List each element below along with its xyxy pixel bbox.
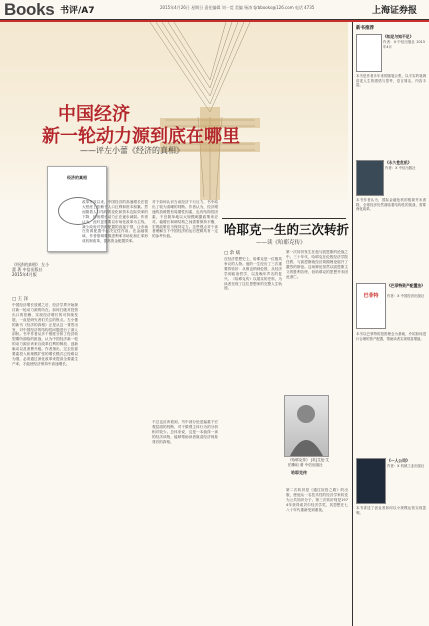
book-cover-title: 经济的真相	[67, 175, 87, 180]
sidebar-header: 新书推荐	[356, 26, 374, 31]
second-article-col2: 第一次转折发生在他与凯恩斯的论战之中。三十年代，哈耶克在伦敦经济学院任教，与凯恩斯就经济周期理论展开了激烈的辩论。这场辩论虽然以凯恩斯主义的胜利告终，但哈耶克的思想并未因此消亡。	[286, 250, 348, 279]
sidebar-book3-title: 《巴菲特资产配置法》	[387, 283, 425, 288]
main-article-col2: 改革开放以来，中国经济的高速增长在很大程度上依赖于人口红利和资本积累。然而随着人口结构的变化和资本边际效率的下降，传统增长动力正在逐步减弱。作者认为，此时更需要以市场化改革为主线，减少政府对资源配置的直接干预，让市场在资源配置中起决定性作用。在金融领域，作者强调要推进利率市场化和汇率形成机制改革，提高资金配置效率。	[82, 200, 148, 244]
portrait-caption: 《哈耶克传》 [英]艾伦·艾伯斯坦 著 中信出版社	[288, 458, 330, 467]
second-article-rule	[222, 218, 346, 219]
second-article-subtitle: ——读《哈耶克传》	[256, 240, 306, 246]
sidebar-book1-cover	[356, 34, 382, 72]
sidebar-book3-text: 本书以巴菲特的投资理念为基础，介绍如何进行合理的资产配置，帮助读者实现财富增值。	[356, 332, 426, 341]
hayek-portrait-image	[284, 395, 329, 457]
sidebar-book4-info: 作者：X 机械工业出版社	[387, 464, 425, 468]
sidebar-book1-info: 作者：X 中信出版社 2015年4月	[383, 40, 425, 49]
second-byline: □ 余 斌	[224, 251, 241, 256]
portrait-label: 哈耶克传	[291, 470, 307, 475]
book-cover-caption: 《经济的真相》 左小蕾 著 中信出版社 2015年4月版	[12, 262, 50, 277]
sidebar-book3-cover: 巴菲特	[356, 283, 386, 329]
sidebar-book1-title: 《知足与知不足》	[383, 34, 414, 39]
sidebar-book2-text: 本书作者认为，国际金融危机的根源并未消除，全球经济仍然面临着结构性的挑战，需要深化改革。	[356, 198, 426, 212]
sidebar-book2-info: 作者：X 中信出版社	[385, 166, 416, 170]
sidebar-book2-cover	[356, 160, 384, 196]
second-article-title: 哈耶克一生的三次转折	[224, 223, 350, 237]
headline-line2: 新一轮动力源到底在哪里	[42, 126, 240, 146]
header-info: 2015年4月26日 星期日 责任编辑 刘一莞 美编 杨涛 tjrbbooks@126.com 电话 4735	[160, 5, 315, 10]
headline-subtitle: ——评左小蕾《经济的真相》	[80, 146, 184, 155]
sidebar-book4-text: 本书讲述了创业者如何以小规模运营实现盈利。	[356, 506, 426, 515]
sidebar-book2-title: 《永久性危机》	[385, 160, 412, 165]
second-article-col1: 在经济思想史上，哈耶克是一位极具争议的人物。他的一生经历了三次重要的转折：从维也纳到伦敦，从经济学到政治哲学，以及晚年声名的复兴。《哈耶克传》以翔实的史料，为读者呈现了这位思想家的完整人生轨迹。	[224, 257, 282, 291]
main-article-col1: 中国经济增长放缓之后，经济学界开始探讨新一轮动力源的所在。如何打破对投资出口的依赖，实现经济增长的可持续发展，一直是研究者们关注的焦点。左小蕾的新书《经济的真相》正是从这一背景出发，对中国经济的结构性问题进行了深入剖析。书中作者从多个维度分析了经济转型期所面临的挑战，认为中国经济新一轮的动力源应该来自改革红利的释放、创新驱动以及消费升级。作者指出，过去依靠要素投入和规模扩张的增长模式已经难以为继，必须通过深化改革来提高全要素生产率，才能使经济保持中高速增长。	[12, 303, 78, 366]
headline-line1: 中国经济	[58, 104, 130, 124]
page-header	[0, 0, 429, 20]
second-article-col3: 第二次转折是《通往奴役之路》的出版，使他从一名技术性的经济学家转变为公共知识分子。第三次转折则是1974年获得诺贝尔经济学奖，其思想在七八十年代重新受到重视。	[286, 488, 348, 512]
sidebar-book1-text: 本书是作者多年来的随笔合集，以平实的笔调讲述人生的感悟与思考，语言简洁，内容丰富。	[356, 74, 426, 88]
sidebar-book4-title: 《一人公司》	[387, 458, 410, 463]
sidebar-book4-cover	[356, 458, 386, 504]
main-article-col4: 不过也应该看到，书中部分论述偏重于宏观层面的判断，对于微观主体行为的分析相对较少。总体来说，这是一本值得一读的经济读物，能够帮助读者厘清经济现象背后的真相。	[152, 420, 218, 444]
section-label: 书评/A7	[60, 6, 95, 16]
person-icon	[285, 396, 328, 456]
newspaper-name: 上海证券报	[372, 6, 418, 16]
section-logo: Books	[4, 0, 55, 19]
main-article-col3: 对于如何认识当前经济下行压力，书中给出了较为清晰的判断。作者认为，经济增速的放缓既有周期性因素，也有结构性因素，不宜简单地以大规模刺激政策来应对。稳增长和调结构之间需要保持平衡，宏观政策应当保持定力。这些观点对于读者理解当下中国经济的运行逻辑具有一定的参考价值。	[152, 200, 218, 239]
sidebar-book3-info: 作者：X 中国经济出版社	[387, 294, 425, 298]
main-byline: □ 王 泽	[12, 297, 29, 302]
